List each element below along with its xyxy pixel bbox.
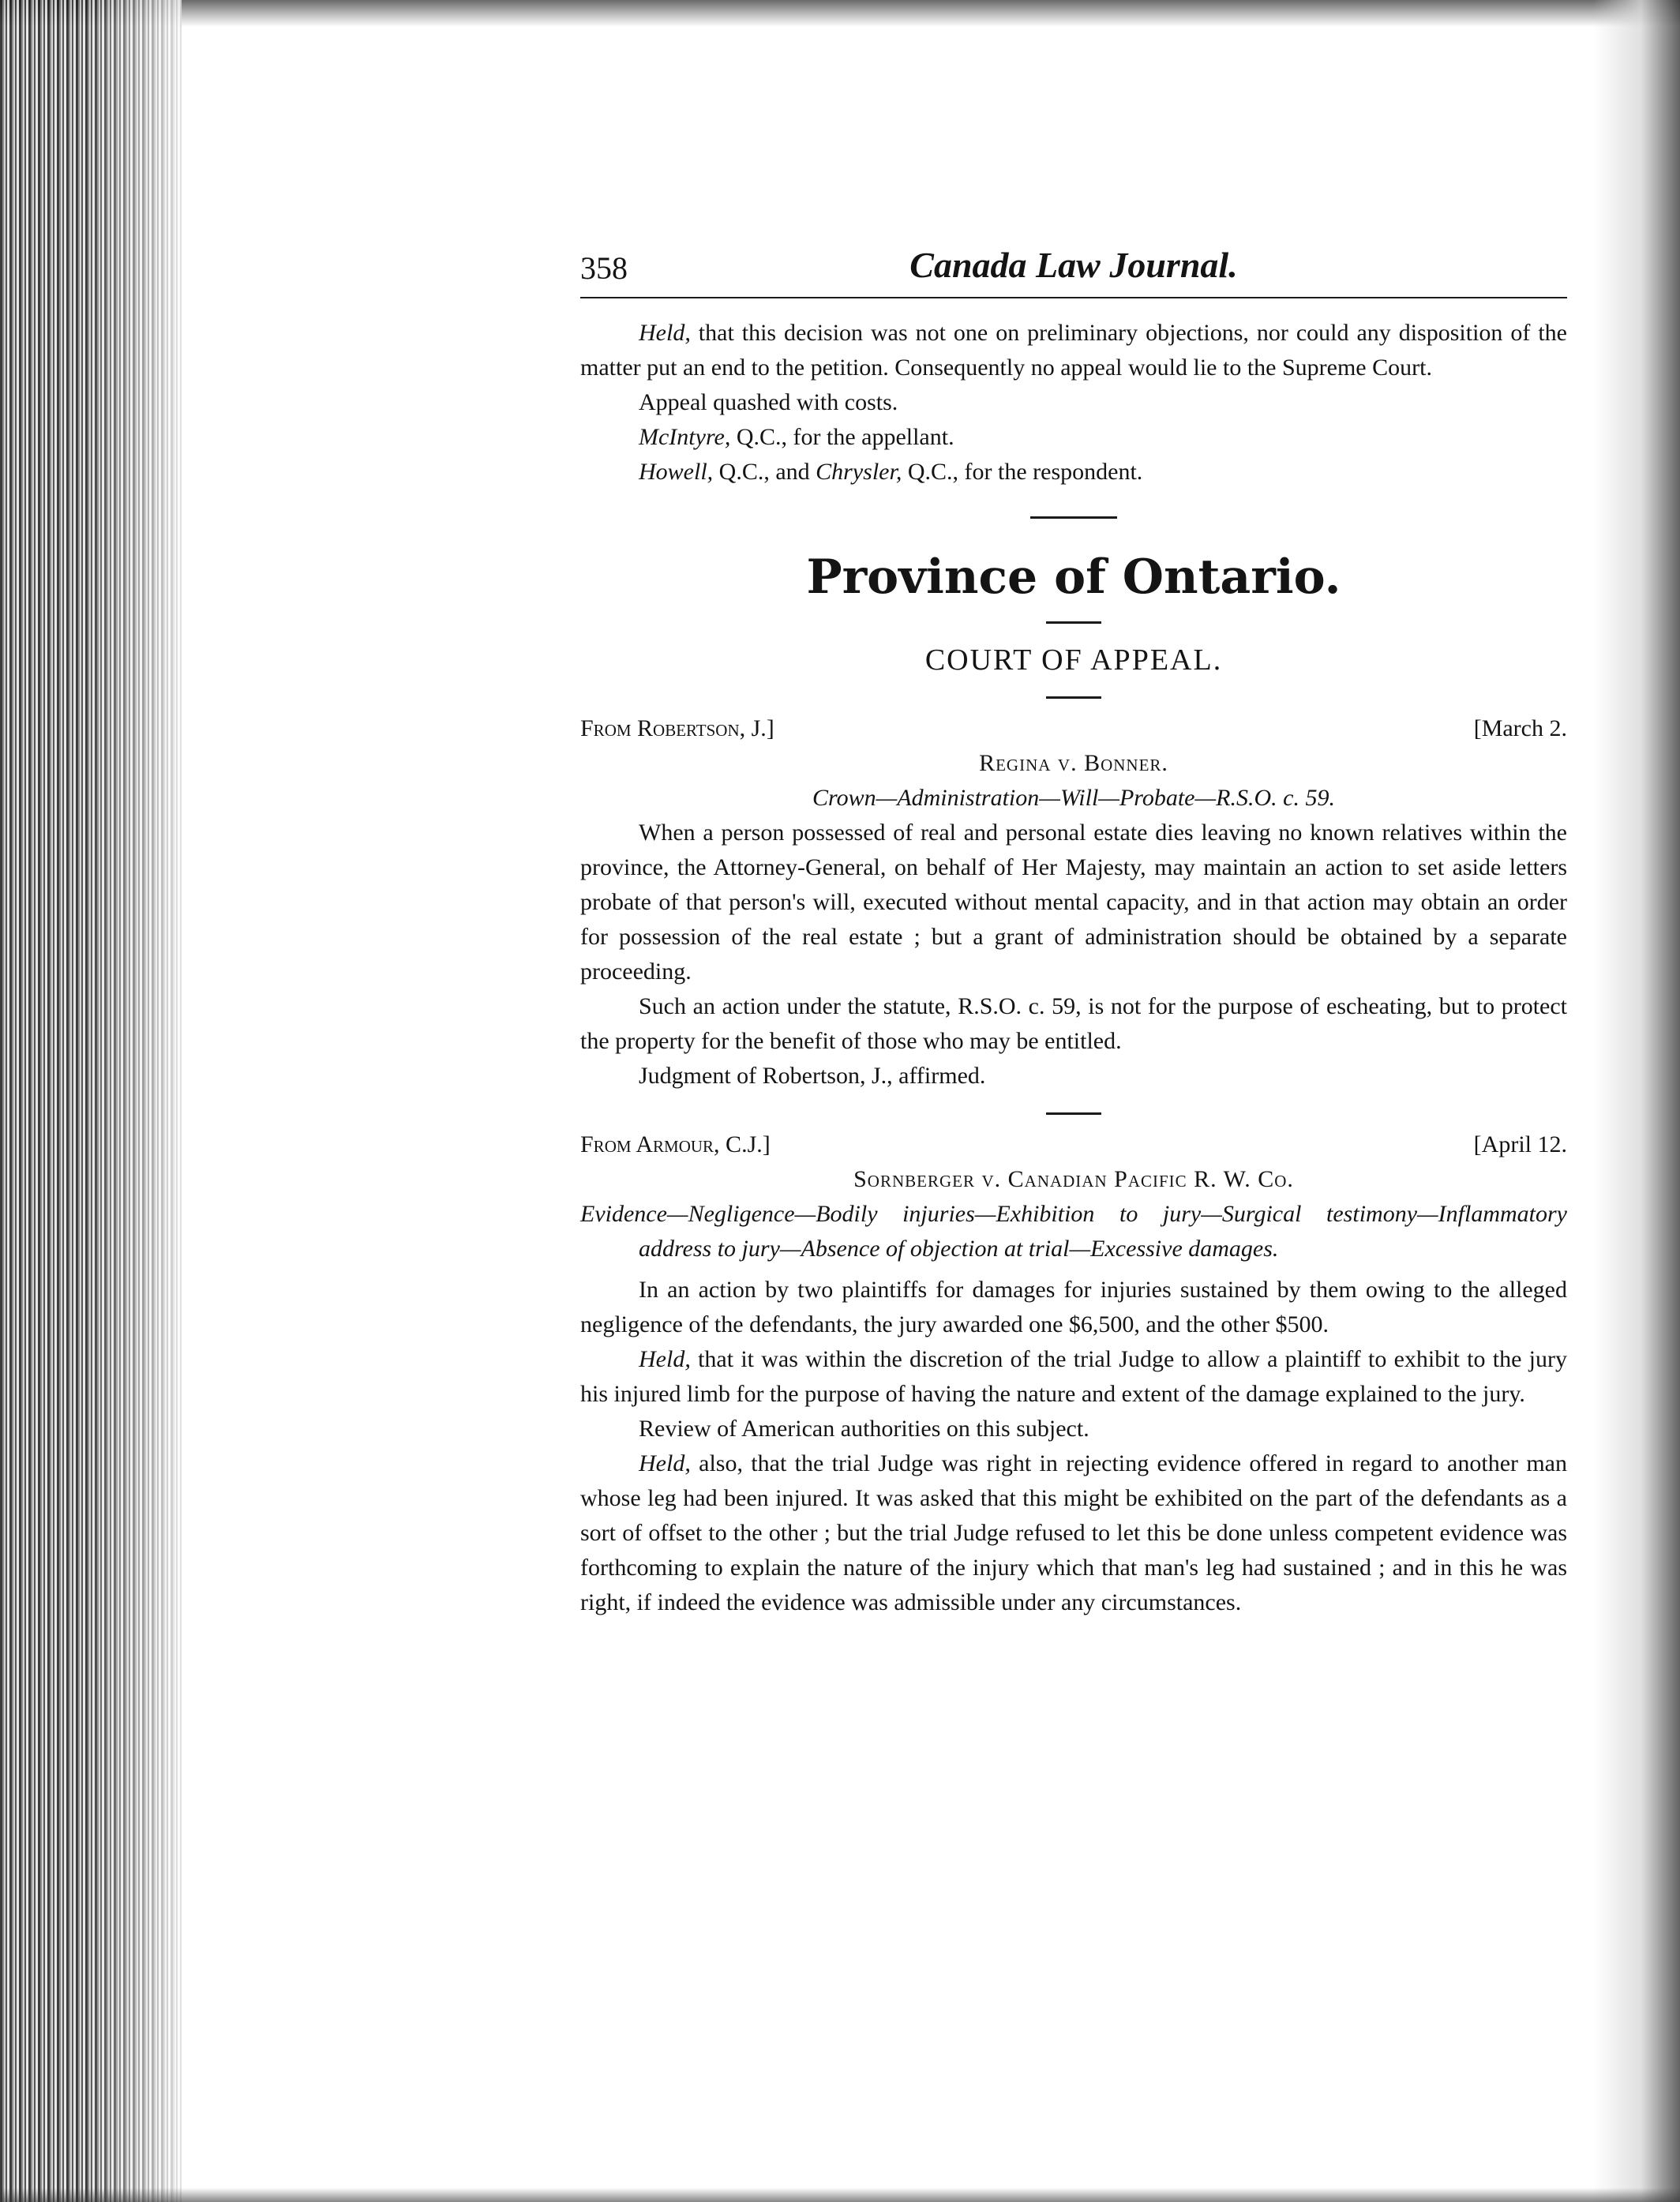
journal-page: [580, 237, 1567, 1620]
province-heading: Province of Ontario.: [806, 550, 1341, 605]
counsel-text: Q.C., for the respondent.: [902, 459, 1143, 485]
case-judgment: Judgment of Robertson, J., affirmed.: [639, 1063, 986, 1089]
page-header: [580, 237, 1567, 298]
court-heading: COURT OF APPEAL.: [924, 643, 1223, 677]
case-from-line: [580, 1127, 1567, 1162]
held-paragraph: [580, 1446, 1567, 1620]
counsel-appellant: [580, 420, 1567, 455]
held-paragraph: [580, 316, 1567, 385]
section-divider: [1030, 516, 1117, 519]
counsel-text: Q.C., for the appellant.: [730, 424, 954, 450]
case-name: Regina v. Bonner.: [979, 750, 1168, 776]
held-paragraph: [580, 1342, 1567, 1412]
case-name: Sornberger v. Canadian Pacific R. W. Co.: [853, 1166, 1294, 1192]
held-label: Held,: [639, 320, 691, 346]
case-from: From Armour, C.J.]: [580, 1131, 771, 1157]
counsel-respondent: [580, 455, 1567, 490]
section-divider: [1046, 696, 1101, 699]
section-divider: [1046, 1112, 1101, 1115]
scan-right-edge: [1593, 0, 1680, 2202]
case-date: [March 2.: [1473, 715, 1567, 741]
counsel-name: McIntyre,: [639, 424, 731, 450]
case-paragraph: Such an action under the statute, R.S.O. c. 59, is not for the purpose of escheating, but to protect the property for the benefit of those who may be entitled.: [580, 993, 1567, 1054]
held-text: also, that the trial Judge was right in rejecting evidence offered in regard to another man whose leg had been injured. It was asked that this might be exhibited on the part of the defendants as a sort of offset to the other ; but the trial Judge refused to let this be done unless competent evidence was forthcoming to explain the nature of the injury which that man's leg had sustained ; and in this he was right, if indeed the evidence was admissible under any circumstances.: [580, 1450, 1567, 1615]
scan-left-edge: [0, 0, 182, 2202]
held-text: that this decision was not one on preliminary objections, nor could any disposition of the matter put an end to the petition. Consequently no appeal would lie to the Supreme Court.: [580, 320, 1567, 381]
held-label: Held,: [639, 1346, 691, 1372]
case-subject: Crown—Administration—Will—Probate—R.S.O. c. 59.: [812, 785, 1335, 811]
counsel-name: Chrysler,: [816, 459, 902, 485]
counsel-text: Q.C., and: [713, 459, 816, 485]
case-subject: Evidence—Negligence—Bodily injuries—Exhibition to jury—Surgical testimony—Inflammatory address to jury—Absence of objection at trial—Excessive damages.: [580, 1201, 1567, 1262]
case-from-line: [580, 711, 1567, 746]
held-label: Held,: [639, 1450, 691, 1476]
case-paragraph: In an action by two plaintiffs for damages for injuries sustained by them owing to the alleged negligence of the defendants, the jury awarded one $6,500, and the other $500.: [580, 1277, 1567, 1337]
case-date: [April 12.: [1473, 1131, 1567, 1157]
journal-title: Canada Law Journal.: [909, 245, 1238, 285]
case-paragraph: Review of American authorities on this subject.: [639, 1416, 1089, 1442]
counsel-name: Howell,: [639, 459, 714, 485]
scan-bottom-edge: [0, 2188, 1680, 2202]
case-from: From Robertson, J.]: [580, 715, 774, 741]
case-paragraph: When a person possessed of real and personal estate dies leaving no known relatives within the province, the Attorney-General, on behalf of Her Majesty, may maintain an action to set aside letters probate of that person's will, executed without mental capacity, and in that action may obtain an order for possession of the real estate ; but a grant of administration should be obtained by a separate proceeding.: [580, 820, 1567, 985]
section-divider: [1046, 621, 1101, 624]
scan-top-edge: [0, 0, 1680, 27]
held-text: that it was within the discretion of the trial Judge to allow a plaintiff to exhibit to the jury his injured limb for the purpose of having the nature and extent of the damage explained to the jury.: [580, 1346, 1567, 1407]
page-number: 358: [580, 250, 628, 286]
appeal-result: Appeal quashed with costs.: [639, 389, 898, 415]
